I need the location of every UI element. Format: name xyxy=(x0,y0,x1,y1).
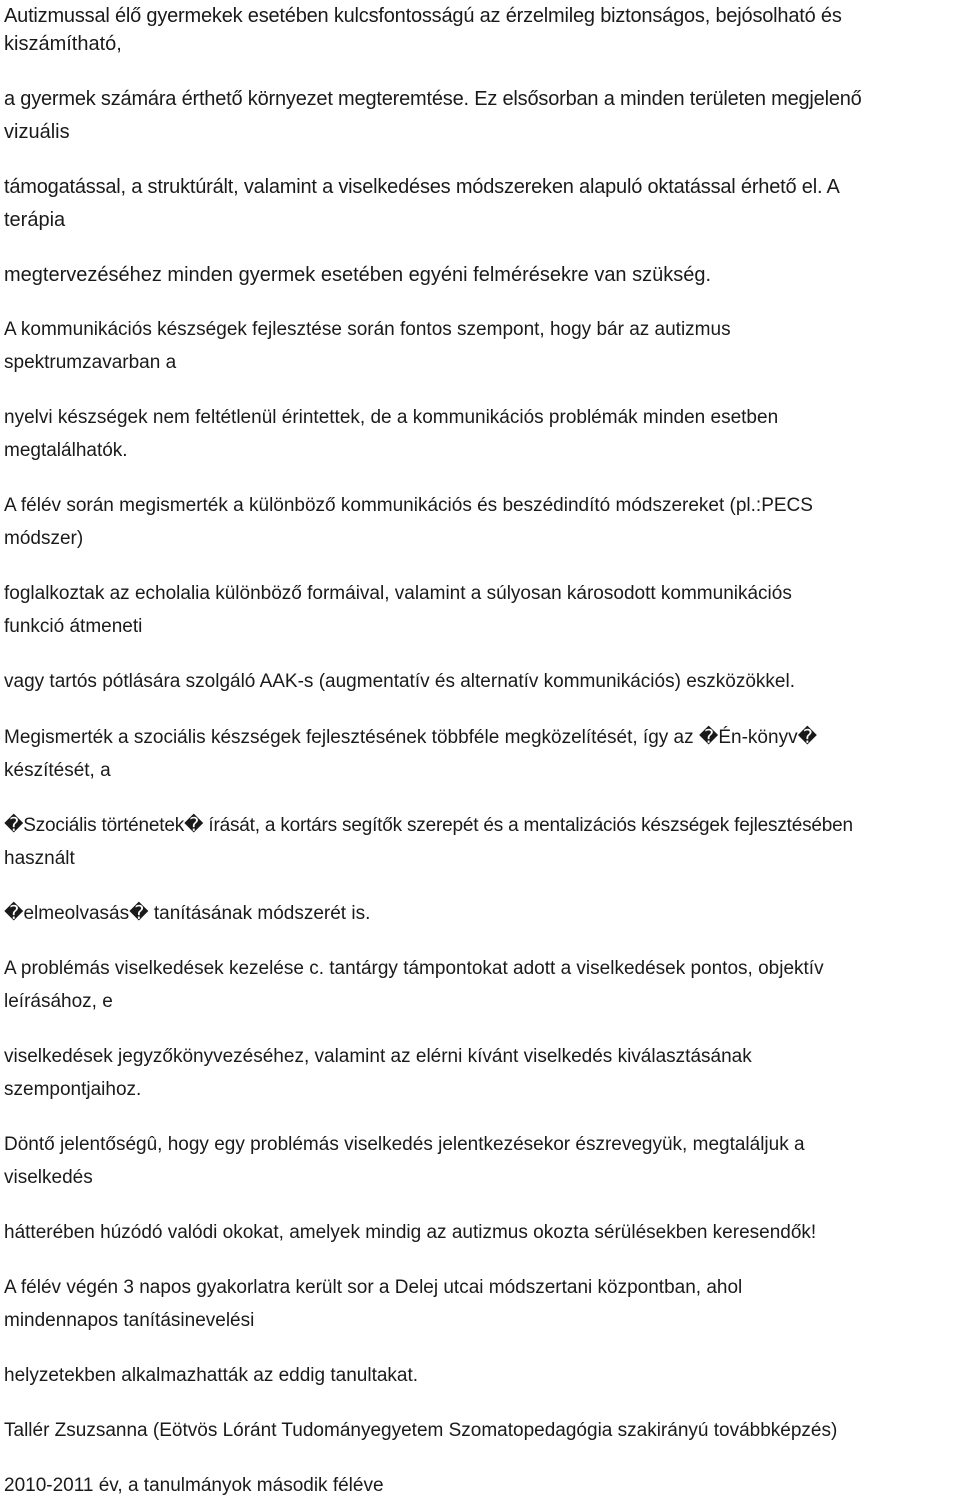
text-line: A félév során megismerték a különböző kommunikációs és beszédindító módszereket (pl.:PECS xyxy=(4,495,813,516)
text-line: helyzetekben alkalmazhatták az eddig tanultakat. xyxy=(4,1365,419,1386)
text-line: terápia xyxy=(4,209,66,231)
text-line: Döntő jelentőségû, hogy egy problémás viselkedés jelentkezésekor észrevegyük, megtaláljuk a xyxy=(4,1134,805,1155)
text-line: Autizmussal élő gyermekek esetében kulcsfontosságú az érzelmileg biztonságos, bejósolható és xyxy=(4,5,842,27)
text-line: funkció átmeneti xyxy=(4,616,143,637)
text-line: hátterében húzódó valódi okokat, amelyek mindig az autizmus okozta sérülésekben keresendők! xyxy=(4,1222,817,1243)
text-line: viselkedések jegyzőkönyvezéséhez, valamint az elérni kívánt viselkedés kiválasztásának xyxy=(4,1046,752,1067)
text-line: kiszámítható, xyxy=(4,33,122,55)
text-line: viselkedés xyxy=(4,1167,93,1188)
text-line: vagy tartós pótlására szolgáló AAK-s (augmentatív és alternatív kommunikációs) eszközökkel. xyxy=(4,671,795,692)
text-line: spektrumzavarban a xyxy=(4,352,177,373)
text-line: megtalálhatók. xyxy=(4,440,128,461)
text-line: vizuális xyxy=(4,121,70,143)
text-line: módszer) xyxy=(4,528,84,549)
text-line: �elmeolvasás� tanításának módszerét is. xyxy=(4,903,371,924)
text-line: megtervezéséhez minden gyermek esetében egyéni felmérésekre van szükség. xyxy=(4,264,712,286)
text-line: használt xyxy=(4,848,75,869)
text-line: �Szociális történetek� írását, a kortárs segítők szerepét és a mentalizációs készségek fejlesztésében xyxy=(4,815,853,836)
text-line: nyelvi készségek nem feltétlenül érintettek, de a kommunikációs problémák minden esetben xyxy=(4,407,779,428)
text-line: szempontjaihoz. xyxy=(4,1079,142,1100)
text-line: a gyermek számára érthető környezet megteremtése. Ez elsősorban a minden területen megjelenő xyxy=(4,88,862,110)
author-line: Tallér Zsuzsanna (Eötvös Lóránt Tudományegyetem Szomatopedagógia szakirányú továbbképzés) xyxy=(4,1420,838,1441)
text-line: mindennapos tanításinevelési xyxy=(4,1310,255,1331)
text-line: készítését, a xyxy=(4,760,111,781)
date-line: 2010-2011 év, a tanulmányok második féléve xyxy=(4,1475,384,1496)
text-line: foglalkoztak az echolalia különböző formáival, valamint a súlyosan károsodott kommunikációs xyxy=(4,583,792,604)
text-line: A félév végén 3 napos gyakorlatra került sor a Delej utcai módszertani központban, ahol xyxy=(4,1277,743,1298)
text-line: leírásához, e xyxy=(4,991,113,1012)
text-line: A kommunikációs készségek fejlesztése során fontos szempont, hogy bár az autizmus xyxy=(4,319,731,340)
text-line: támogatással, a struktúrált, valamint a viselkedéses módszereken alapuló oktatással érhető el. A xyxy=(4,176,840,198)
text-line: Megismerték a szociális készségek fejlesztésének többféle megközelítését, így az �Én-könyv� xyxy=(4,727,818,748)
text-line: A problémás viselkedések kezelése c. tantárgy támpontokat adott a viselkedések pontos, objektív xyxy=(4,958,824,979)
